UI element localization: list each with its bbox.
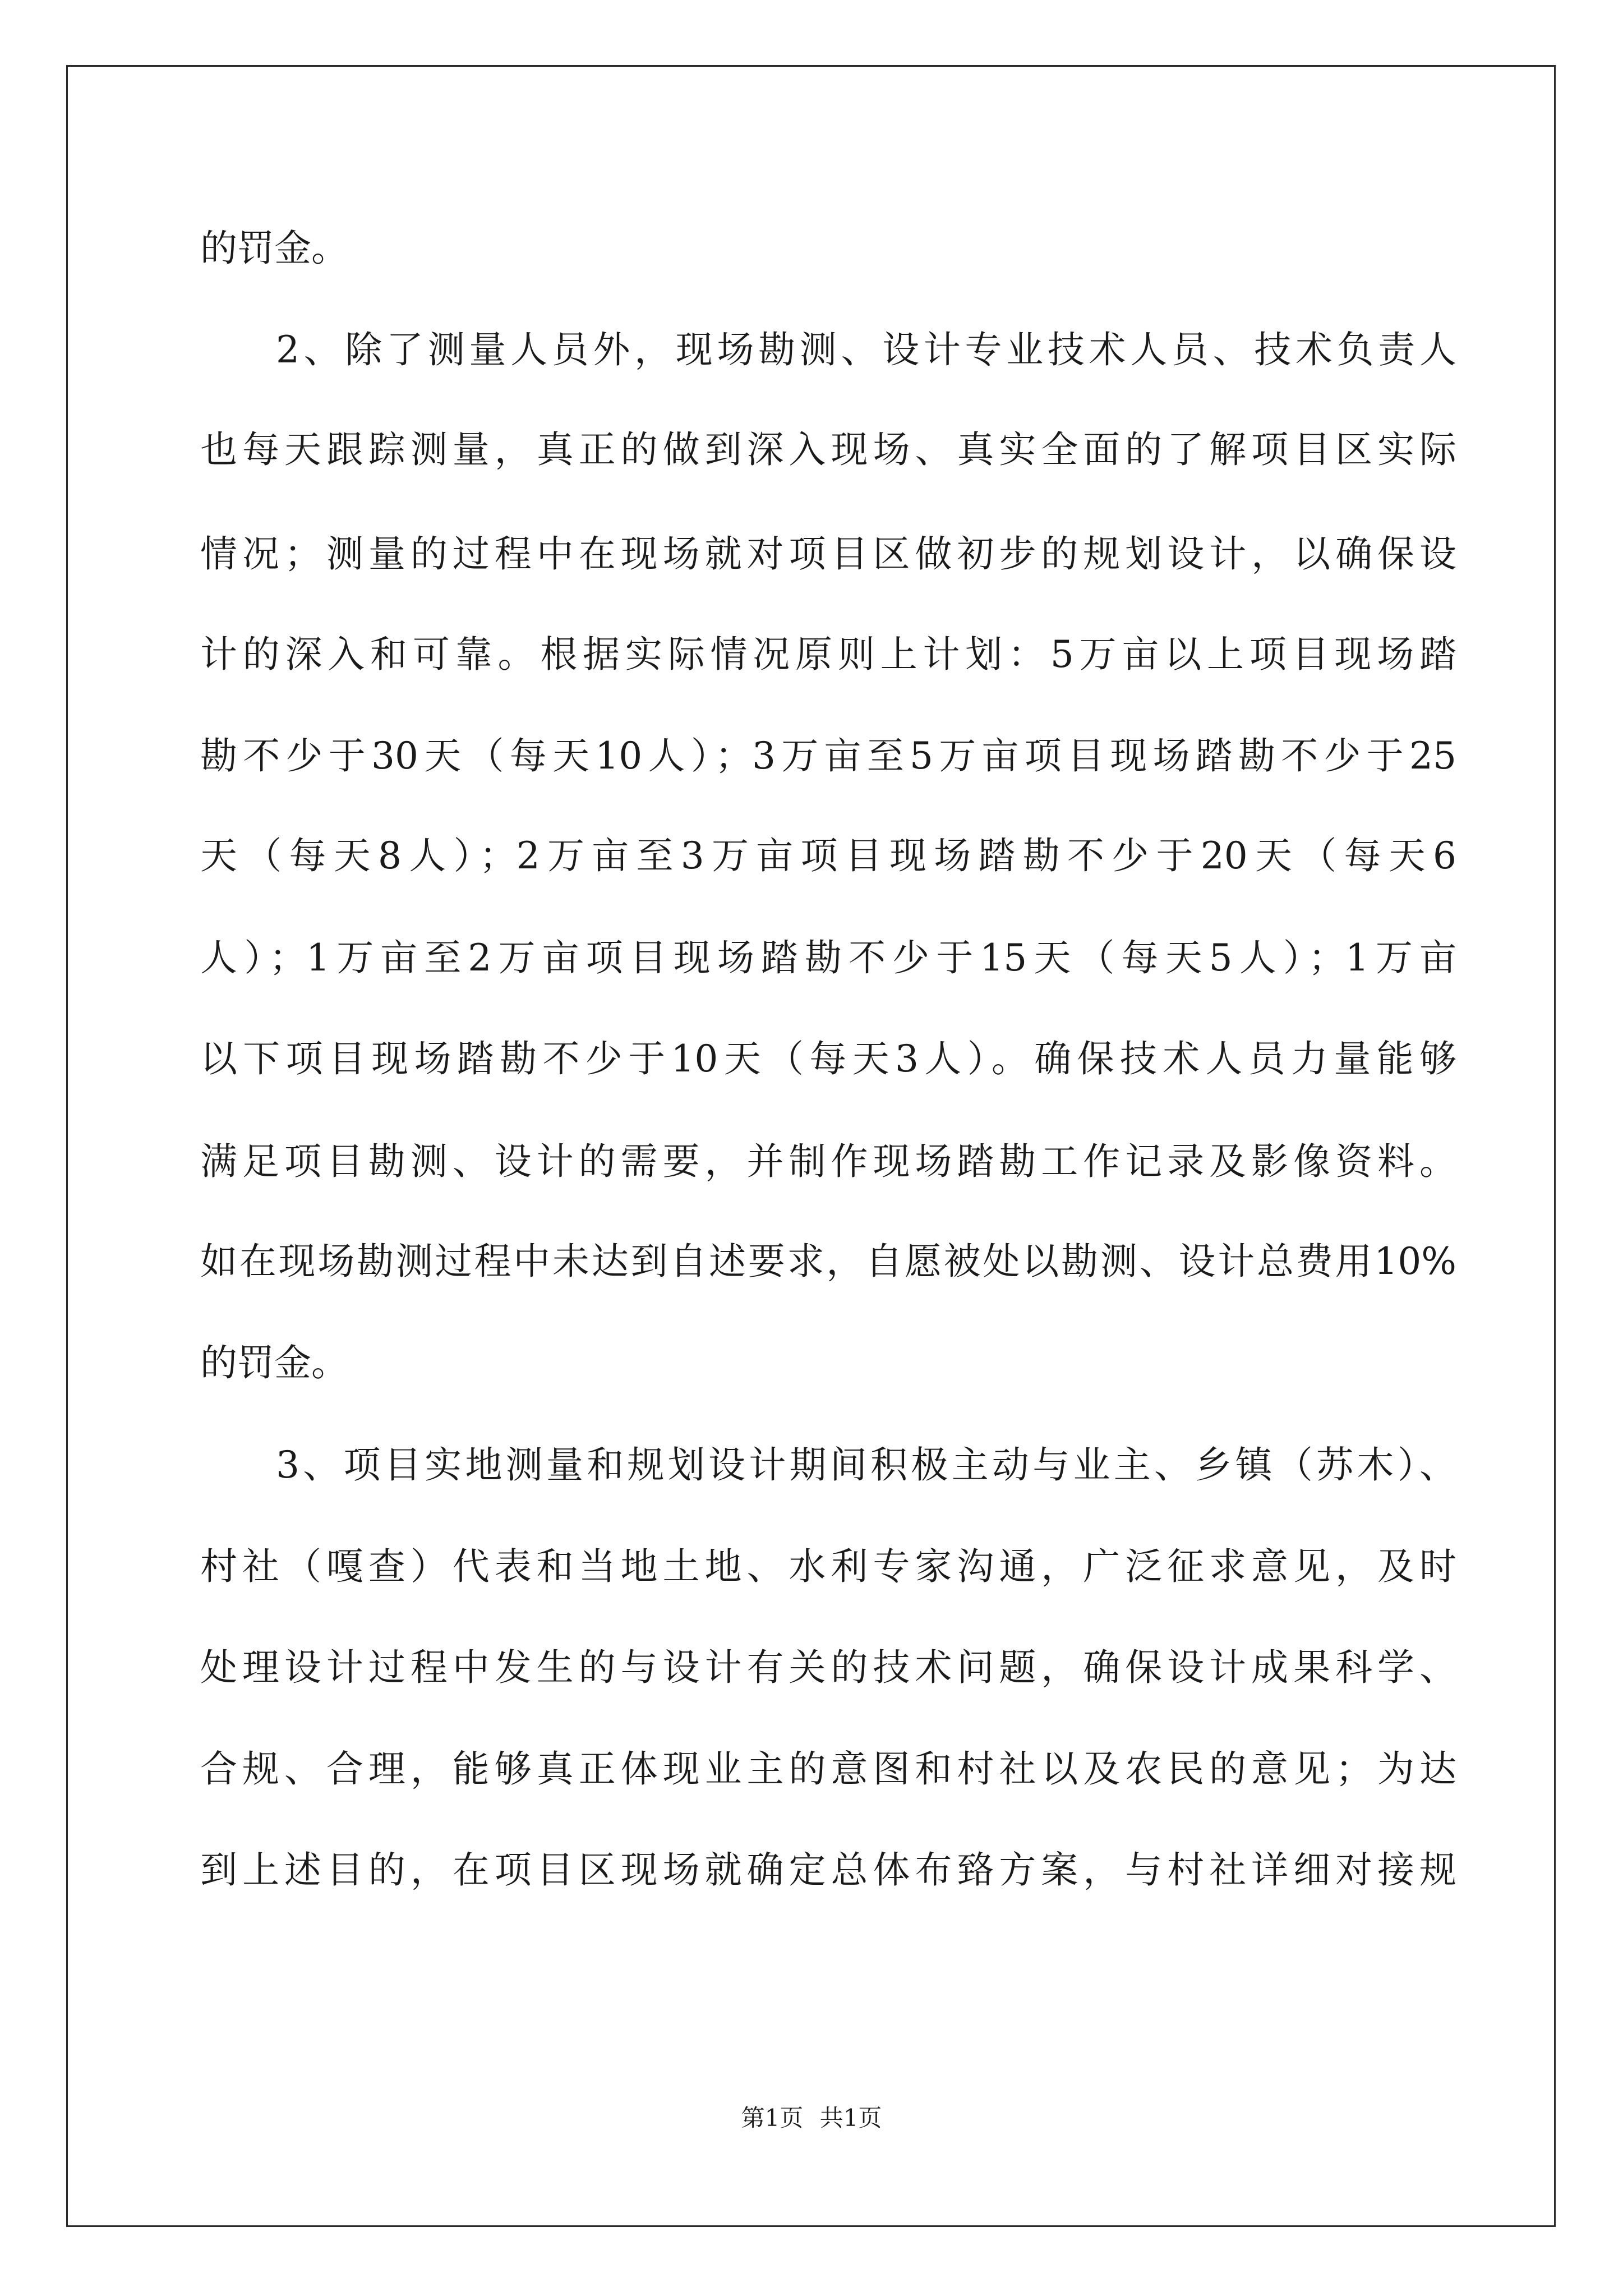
page-footer [0, 2101, 1623, 2135]
paragraph-line: 2、除了测量人员外，现场勘测、设计专业技术人员、技术负责人 [276, 328, 1456, 371]
paragraph-line: 满足项目勘测、设计的需要，并制作现场踏勘工作记录及影像资料。 [200, 1140, 1456, 1183]
paragraph-line: 也每天跟踪测量，真正的做到深入现场、真实全面的了解项目区实际 [200, 428, 1456, 471]
paragraph-line: 计的深入和可靠。根据实际情况原则上计划：5万亩以上项目现场踏 [200, 633, 1456, 676]
paragraph-line: 人）；1万亩至2万亩项目现场踏勘不少于15天（每天5人）；1万亩 [200, 936, 1456, 979]
paragraph-line: 天（每天8人）；2万亩至3万亩项目现场踏勘不少于20天（每天6 [200, 834, 1456, 877]
paragraph-line: 情况；测量的过程中在现场就对项目区做初步的规划设计，以确保设 [200, 532, 1456, 576]
paragraph-line: 的罚金。 [200, 1341, 348, 1384]
page-total: 共1页 [819, 2104, 882, 2132]
paragraph-line: 到上述目的，在项目区现场就确定总体布臵方案，与村社详细对接规 [200, 1848, 1456, 1892]
paragraph-line: 合规、合理，能够真正体现业主的意图和村社以及农民的意见；为达 [200, 1747, 1456, 1791]
paragraph-line: 勘不少于30天（每天10人）；3万亩至5万亩项目现场踏勘不少于25 [200, 734, 1456, 777]
page-number: 第1页 [741, 2104, 804, 2132]
paragraph-line: 处理设计过程中发生的与设计有关的技术问题，确保设计成果科学、 [200, 1646, 1456, 1689]
paragraph-line: 的罚金。 [200, 227, 348, 270]
paragraph-line: 如在现场勘测过程中未达到自述要求，自愿被处以勘测、设计总费用10% [200, 1240, 1456, 1283]
paragraph-line: 以下项目现场踏勘不少于10天（每天3人）。确保技术人员力量能够 [200, 1037, 1456, 1080]
paragraph-line: 3、项目实地测量和规划设计期间积极主动与业主、乡镇（苏木）、 [276, 1443, 1456, 1487]
paragraph-line: 村社（嘎查）代表和当地土地、水利专家沟通，广泛征求意见，及时 [200, 1545, 1456, 1588]
